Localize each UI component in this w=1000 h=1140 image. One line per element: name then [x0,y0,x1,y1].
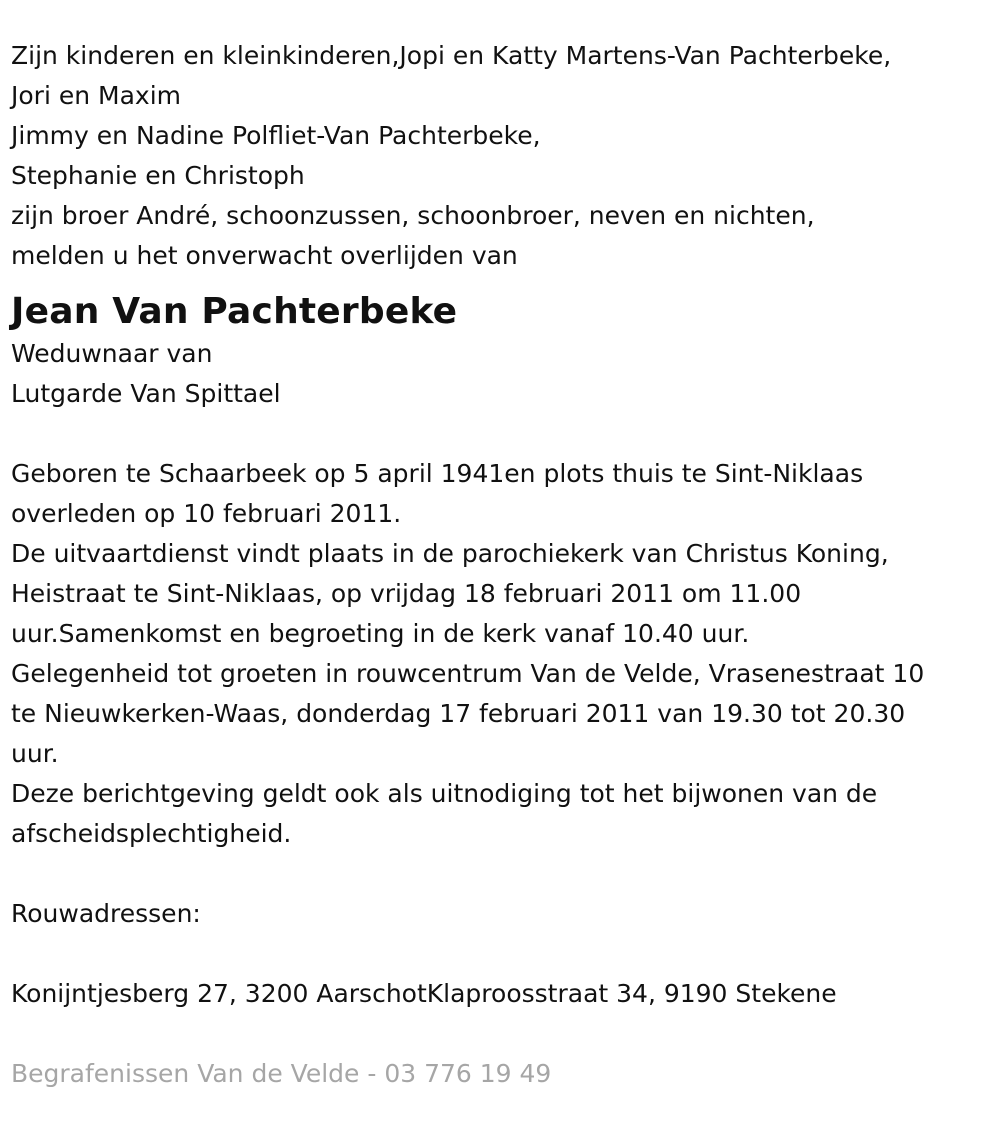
deceased-name: Jean Van Pachterbeke [11,291,458,332]
intro-line: Zijn kinderen en kleinkinderen,Jopi en Katty Martens-Van Pachterbeke, [11,41,892,70]
intro-block [11,36,1000,276]
details-line: Geboren te Schaarbeek op 5 april 1941en plots thuis te Sint-Niklaas [11,459,864,488]
funeral-home-footer: Begrafenissen Van de Velde - 03 776 19 49 [11,1059,552,1088]
details-line: overleden op 10 februari 2011. [11,499,402,528]
intro-line: zijn broer André, schoonzussen, schoonbroer, neven en nichten, [11,201,815,230]
intro-line: Stephanie en Christoph [11,161,305,190]
spacer [11,414,1000,454]
spacer [11,854,1000,894]
details-line: afscheidsplechtigheid. [11,819,292,848]
spouse-line: Lutgarde Van Spittael [11,379,281,408]
details-line: De uitvaartdienst vindt plaats in de parochiekerk van Christus Koning, [11,539,889,568]
intro-line: Jori en Maxim [11,81,181,110]
spouse-block [11,334,1000,414]
intro-line: melden u het onverwacht overlijden van [11,241,518,270]
details-block [11,454,1000,854]
details-line: te Nieuwkerken-Waas, donderdag 17 februari 2011 van 19.30 tot 20.30 [11,699,906,728]
details-line: uur. [11,739,59,768]
spacer [11,1014,1000,1054]
addresses-text: Konijntjesberg 27, 3200 AarschotKlaproosstraat 34, 9190 Stekene [11,979,837,1008]
details-line: uur.Samenkomst en begroeting in de kerk vanaf 10.40 uur. [11,619,750,648]
details-line: Gelegenheid tot groeten in rouwcentrum Van de Velde, Vrasenestraat 10 [11,659,925,688]
details-line: Deze berichtgeving geldt ook als uitnodiging tot het bijwonen van de [11,779,878,808]
intro-line: Jimmy en Nadine Polfliet-Van Pachterbeke, [11,121,541,150]
addresses-label: Rouwadressen: [11,899,201,928]
spouse-line: Weduwnaar van [11,339,213,368]
spacer [11,934,1000,974]
details-line: Heistraat te Sint-Niklaas, op vrijdag 18 februari 2011 om 11.00 [11,579,802,608]
